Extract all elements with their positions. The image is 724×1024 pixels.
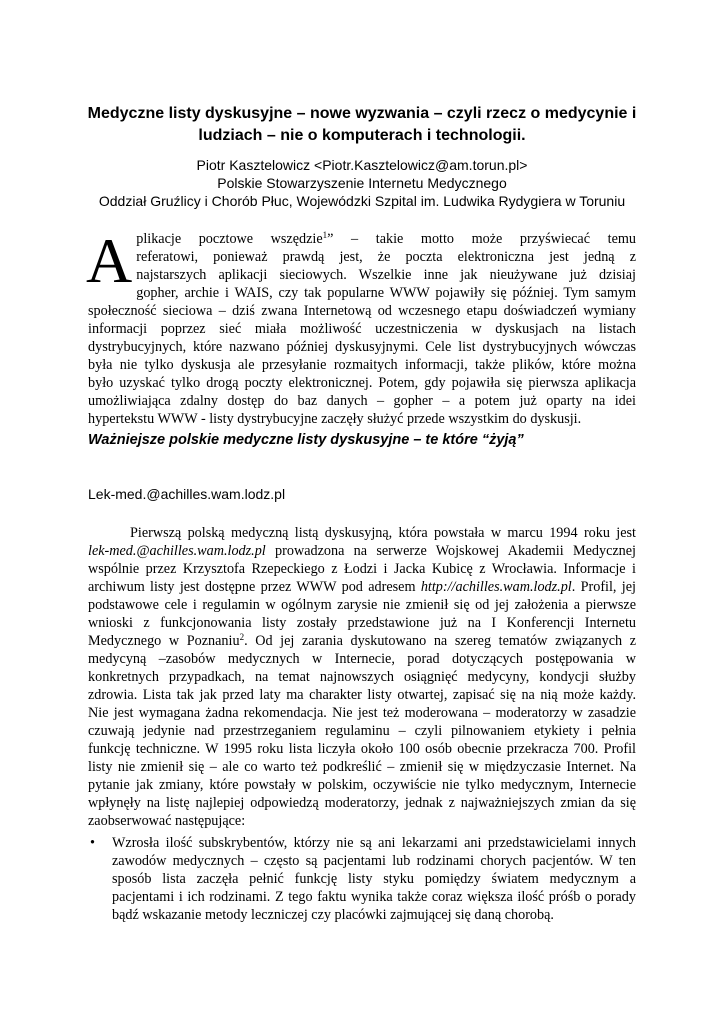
bullet-line: pacjentami i ich rodzinami. Z tego faktu wynika także coraz większa ilość próśb o porady — [112, 889, 636, 905]
body-line-text: Medycznego w Poznaniu — [88, 633, 240, 649]
body-line: wpłynęły na listę najlepiej odpowiedzą moderatorzy, jednak z najważniejszych zmian da się — [88, 795, 636, 811]
bullet-line: bądź wskazanie metody leczniczej czy placówki zajmującej się daną chorobą. — [112, 907, 554, 923]
organization-line-1: Polskie Stowarzyszenie Internetu Medycznego — [217, 175, 507, 191]
body-line — [88, 632, 636, 650]
bullet-line: zawodów medycznych – często są pacjentami lub rodzinami chorych pacjentów. W ten — [112, 853, 636, 869]
organization-line-2: Oddział Gruźlicy i Chorób Płuc, Wojewódzki Szpital im. Ludwika Rydygiera w Toruniu — [98, 193, 626, 209]
intro-line — [88, 230, 636, 248]
body-line-text: . Profil, jej — [571, 579, 636, 595]
body-line: konkretnych przypadkach, na temat najnowszych osiągnięć medycyny, kondycji służby — [88, 669, 636, 685]
body-line: funkcję techniczne. W 1995 roku lista liczyła około 100 osób obecnie przekracza 700. Profil — [88, 741, 636, 757]
footnote-ref-2: 2 — [239, 632, 245, 642]
bullet-list — [88, 834, 636, 924]
body-line: podstawowe cele i regulamin w ogólnym zarysie nie zmienił się od jej założenia a pierwsze — [88, 597, 636, 613]
intro-line: hypertekstu WWW - listy dystrybucyjne zaczęły służyć przede wszystkim do dyskusji. — [88, 411, 582, 427]
author-block — [60, 156, 664, 210]
body-paragraph — [88, 524, 636, 830]
intro-line: dystrybucyjnych, które nazwano później dyskusyjnymi. Cele list dystrybucyjnych wówczas — [88, 339, 636, 355]
body-line: Pierwszą polską medyczną listą dyskusyjną, która powstała w marcu 1994 roku jest — [130, 525, 636, 541]
archive-url-italic: http://achilles.wam.lodz.pl — [420, 579, 572, 595]
bullet-dot-icon: • — [90, 835, 95, 851]
intro-line: najstarszych aplikacji sieciowych. Wszelkie inne jak nieużywane już dzisiaj — [136, 267, 636, 283]
intro-line: umożliwiająca zdalny dostęp do baz danych – gopher – a potem już oparty na idei — [88, 393, 636, 409]
body-line-text: archiwum listy jest dostępne przez WWW pod adresem — [88, 579, 421, 595]
body-line: pytanie jak zmiany, które powstały w polskim, oczywiście nie tylko medycznym, Internecie — [88, 777, 636, 793]
author-line: Piotr Kasztelowicz <Piotr.Kasztelowicz@am.torun.pl> — [196, 157, 528, 173]
intro-line: referatowi, ponieważ prawdą jest, że poczta elektroniczna jest jedną z — [136, 249, 636, 265]
intro-paragraph — [86, 225, 636, 428]
intro-line-text: plikacje pocztowe wszędzie — [136, 231, 323, 247]
body-line: medycyną –zasobów medycznych w Internecie, porad dotyczących postępowania w — [88, 651, 636, 667]
section-heading: Ważniejsze polskie medyczne listy dyskusyjne – te które “żyją” — [88, 432, 524, 448]
intro-line: była nie tylko dyskusja ale przesyłanie rozmaitych informacji, także plików, które można — [88, 357, 636, 373]
body-line: zaobserwować następujące: — [88, 813, 246, 829]
intro-line: informacji poprzez sieć miała możliwość uczestniczenia w dyskusjach na listach — [88, 321, 636, 337]
document-title: Medyczne listy dyskusyjne – nowe wyzwania – czyli rzecz o medycynie i ludziach – nie o komputerach i technologii. — [87, 105, 637, 144]
bullet-line: sposób lista zaczęła pełnić funkcję listy styku pomiędzy światem medycznym a — [112, 871, 636, 887]
body-line: zdrowia. Lista tak jak przed laty ma charakter listy otwartej, zapisać się na nią może każdy. — [88, 687, 636, 703]
intro-line: było uzyskać tylko drogą poczty elektronicznej. Potem, gdy pojawiła się pierwsza aplikacja — [88, 375, 636, 391]
list-name-heading: Lek-med.@achilles.wam.lodz.pl — [88, 486, 286, 502]
body-line: Nie jest wymagana żadna rekomendacja. Nie jest też moderowana – moderatorzy w zasadzie — [88, 705, 636, 721]
body-line-text: prowadzona na serwerze Wojskowej Akademii Medycznej — [265, 543, 636, 559]
drop-cap: A — [86, 225, 133, 296]
body-line: listy nie zmienił się – ale co warto też podkreślić – zmienił się w międzyczasie Internet. Na — [88, 759, 636, 775]
body-line — [88, 578, 636, 596]
body-line: wnioski z funkcjonowania listy zostały przedstawione już na I Konferencji Internetu — [88, 615, 636, 631]
body-line — [88, 542, 636, 560]
body-line: wspólnie przez Krzysztofa Rzepeckiego z Łodzi i Jacka Kubicę z Wrocławia. Informacje i — [88, 561, 636, 577]
intro-line-text: ” – takie motto może przyświecać temu — [327, 231, 636, 247]
intro-line: gopher, archie i WAIS, czy tak popularne WWW pojawiły się później. Tym samym — [136, 285, 636, 301]
bullet-item — [88, 834, 636, 924]
bullet-line: Wzrosła ilość subskrybentów, którzy nie są ani lekarzami ani przedstawicielami innych — [112, 835, 636, 851]
intro-line: społeczność sieciowa – dziś zwana Internetową od wczesnego etapu doświadczeń wymiany — [88, 303, 636, 319]
footnote-ref-1: 1 — [322, 230, 328, 240]
list-address-italic: lek-med.@achilles.wam.lodz.pl — [88, 543, 266, 559]
body-line-text: . Od jej zarania dyskutowano na szereg tematów związanych z — [244, 633, 637, 649]
body-line: czuwają jedynie nad przestrzeganiem regulaminu – czyli pilnowaniem etykiety i pełnia — [88, 723, 636, 739]
